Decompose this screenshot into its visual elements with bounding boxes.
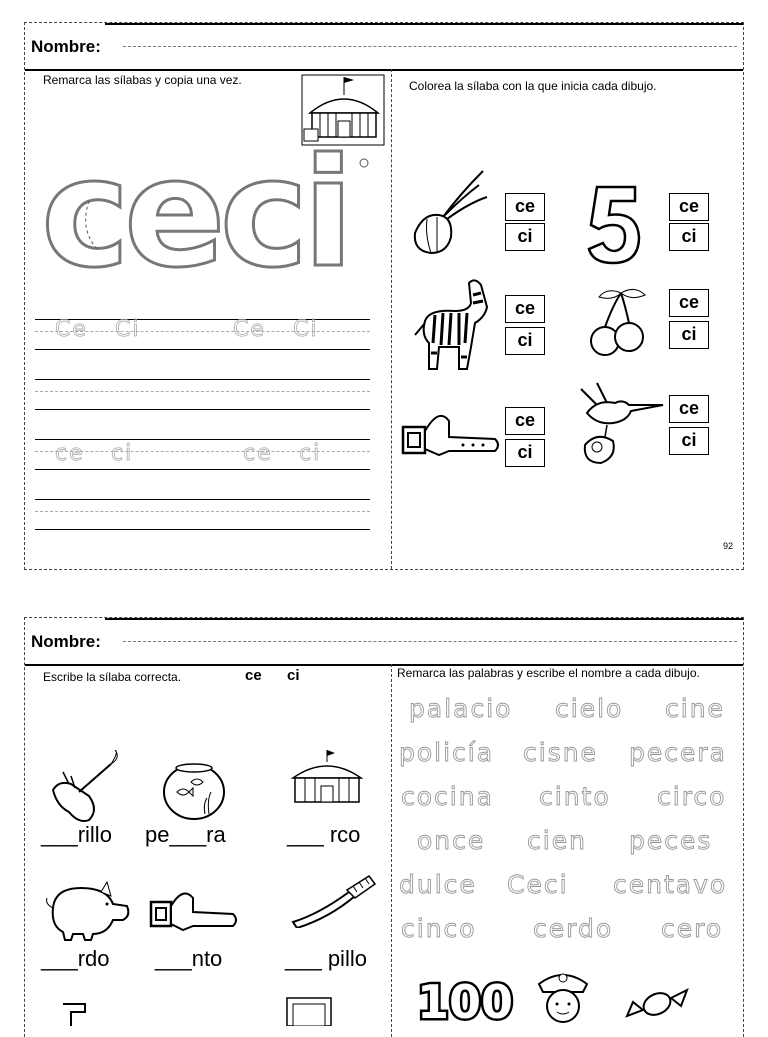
trace-word: pecera (629, 738, 727, 767)
svg-text:100: 100 (417, 975, 514, 1024)
syllable-ce-box[interactable]: ce (505, 295, 545, 323)
trace-syllable: ce (55, 441, 85, 466)
policeman-icon (531, 966, 595, 1026)
trace-syllable: Ci (115, 317, 141, 342)
pig-icon (41, 878, 133, 942)
syllable-ci-box[interactable]: ci (669, 223, 709, 251)
circus-tent-icon (287, 750, 367, 808)
column-divider (391, 69, 392, 569)
onion-icon (403, 163, 489, 259)
big-letters-trace (39, 141, 375, 299)
number-five-icon (583, 181, 647, 267)
toothbrush-icon (289, 874, 379, 928)
candy-icon (621, 982, 693, 1024)
trace-syllable: ce (243, 441, 273, 466)
stork-icon (567, 375, 667, 467)
trace-word: peces (629, 826, 713, 855)
trace-word: once (417, 826, 486, 855)
syllable-ce-box[interactable]: ce (669, 395, 709, 423)
trace-syllable: Ce (233, 317, 266, 342)
syllable-ci-box[interactable]: ci (505, 223, 545, 251)
option-ce: ce (245, 667, 262, 684)
trace-word: cielo (555, 694, 624, 723)
trace-word: dulce (399, 870, 477, 899)
fill-word[interactable]: pe___ra (145, 822, 226, 847)
trace-word: cien (527, 826, 587, 855)
syllable-ce-box[interactable]: ce (505, 407, 545, 435)
syllable-ci-box[interactable]: ci (669, 427, 709, 455)
trace-word: cerdo (533, 914, 614, 943)
picture-icon (285, 996, 333, 1026)
trace-word: Ceci (507, 870, 569, 899)
left-instruction: Remarca las sílabas y copia una vez. (43, 73, 242, 87)
left-instruction: Escribe la sílaba correcta. (43, 670, 182, 684)
belt-icon (149, 886, 239, 932)
worksheet-page-2 (24, 617, 744, 1037)
worksheet-page-1 (24, 22, 744, 570)
trace-syllable: Ce (55, 317, 88, 342)
fill-word[interactable]: ___nto (155, 946, 223, 971)
zebra-icon (409, 273, 493, 377)
number-100-icon (415, 974, 523, 1024)
match-icon (49, 750, 125, 824)
trace-syllable: ci (299, 441, 322, 466)
number-five-icon (59, 1002, 89, 1026)
name-row (25, 23, 743, 69)
trace-word: circo (657, 782, 727, 811)
trace-word: cine (665, 694, 725, 723)
right-instruction: Colorea la sílaba con la que inicia cada dibujo. (409, 79, 657, 93)
trace-word: cero (661, 914, 724, 943)
trace-syllable: Ci (293, 317, 319, 342)
cherries-icon (585, 285, 651, 361)
trace-word: cinto (539, 782, 611, 811)
syllable-ce-box[interactable]: ce (669, 289, 709, 317)
fill-word[interactable]: ___ rco (287, 822, 361, 847)
belt-icon (399, 401, 503, 465)
right-instruction: Remarca las palabras y escribe el nombre a cada dibujo. (397, 666, 700, 680)
fill-word[interactable]: ___rdo (41, 946, 110, 971)
syllable-ci-box[interactable]: ci (669, 321, 709, 349)
trace-word: cinco (401, 914, 477, 943)
trace-word: palacio (409, 694, 513, 723)
syllable-ce-box[interactable]: ce (505, 193, 545, 221)
fill-word[interactable]: ___ pillo (285, 946, 367, 971)
syllable-ce-box[interactable]: ce (669, 193, 709, 221)
circus-tent-icon (300, 73, 386, 147)
trace-word: policía (399, 738, 495, 767)
column-divider (391, 664, 392, 1037)
name-line (123, 46, 737, 47)
option-ci: ci (287, 667, 300, 684)
name-underline (25, 69, 743, 71)
trace-syllable: ci (111, 441, 134, 466)
name-label: Nombre: (31, 632, 101, 651)
trace-word: cisne (523, 738, 598, 767)
big-letters-text: ceci (41, 141, 348, 299)
syllable-ci-box[interactable]: ci (505, 327, 545, 355)
trace-word: centavo (613, 870, 728, 899)
syllable-ci-box[interactable]: ci (505, 439, 545, 467)
trace-word: cocina (401, 782, 494, 811)
page-number: 92 (722, 541, 733, 551)
name-line (123, 641, 737, 642)
name-row (25, 618, 743, 664)
fishbowl-icon (161, 756, 227, 822)
fill-word[interactable]: ___rillo (41, 822, 112, 847)
name-label: Nombre: (31, 37, 101, 56)
